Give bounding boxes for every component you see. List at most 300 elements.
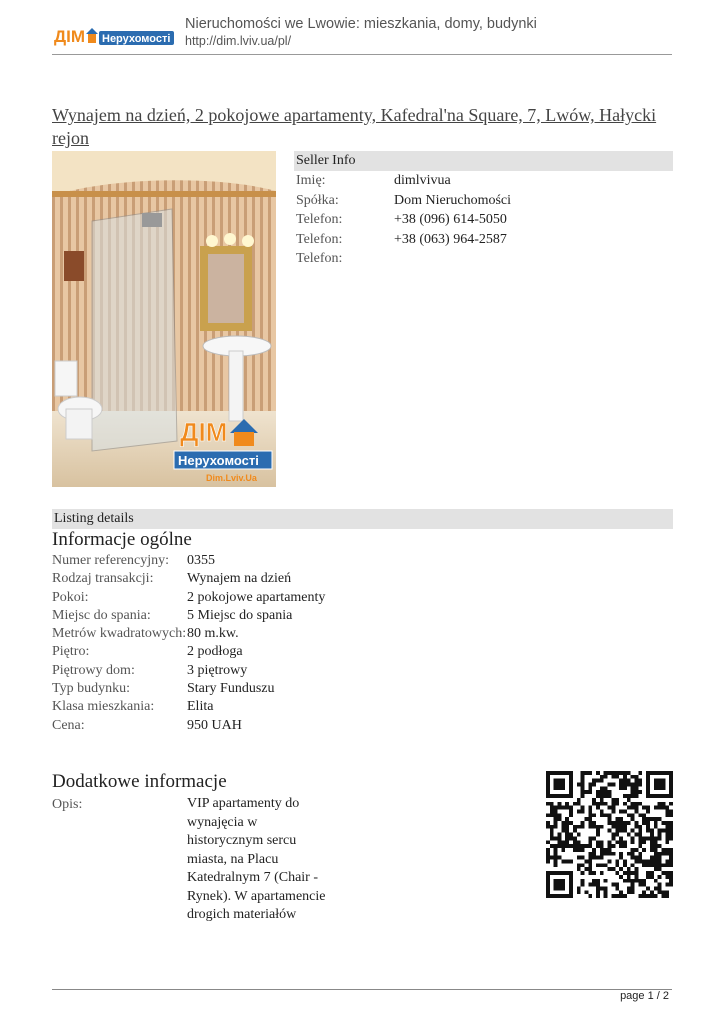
qr-module bbox=[665, 875, 669, 879]
qr-module bbox=[550, 813, 554, 817]
qr-module bbox=[608, 817, 612, 821]
qr-module bbox=[554, 821, 558, 825]
qr-module bbox=[654, 836, 658, 840]
qr-module bbox=[604, 852, 608, 856]
qr-module bbox=[550, 894, 554, 898]
qr-module bbox=[661, 779, 665, 783]
qr-module bbox=[669, 813, 673, 817]
qr-module bbox=[631, 802, 635, 806]
qr-module bbox=[550, 856, 554, 860]
qr-module bbox=[669, 875, 673, 879]
qr-module bbox=[615, 802, 619, 806]
qr-module bbox=[558, 771, 562, 775]
site-url[interactable]: http://dim.lviv.ua/pl/ bbox=[185, 34, 292, 48]
qr-module bbox=[611, 783, 615, 787]
qr-module bbox=[550, 844, 554, 848]
detail-value: 0355 bbox=[187, 553, 215, 568]
qr-module bbox=[573, 836, 577, 840]
qr-module bbox=[569, 771, 573, 775]
qr-module bbox=[588, 783, 592, 787]
qr-module bbox=[592, 883, 596, 887]
qr-module bbox=[669, 783, 673, 787]
qr-module bbox=[665, 836, 669, 840]
qr-module bbox=[592, 821, 596, 825]
qr-module bbox=[608, 867, 612, 871]
qr-module bbox=[631, 817, 635, 821]
qr-module bbox=[658, 844, 662, 848]
qr-module bbox=[638, 813, 642, 817]
qr-module bbox=[635, 860, 639, 864]
site-title: Nieruchomości we Lwowie: mieszkania, domy, budynki bbox=[185, 16, 537, 32]
qr-module bbox=[577, 798, 581, 802]
qr-module bbox=[658, 860, 662, 864]
qr-module bbox=[619, 852, 623, 856]
qr-module bbox=[669, 833, 673, 837]
qr-module bbox=[600, 779, 604, 783]
qr-module bbox=[604, 802, 608, 806]
qr-module bbox=[669, 883, 673, 887]
qr-module bbox=[665, 871, 669, 875]
qr-module bbox=[631, 794, 635, 798]
qr-module bbox=[569, 775, 573, 779]
qr-module bbox=[573, 829, 577, 833]
qr-module bbox=[600, 844, 604, 848]
qr-module bbox=[554, 894, 558, 898]
qr-module bbox=[646, 825, 650, 829]
qr-module bbox=[592, 798, 596, 802]
qr-module bbox=[588, 786, 592, 790]
qr-module bbox=[665, 852, 669, 856]
detail-value: 2 podłoga bbox=[187, 644, 243, 660]
qr-module bbox=[550, 833, 554, 837]
qr-module bbox=[558, 871, 562, 875]
qr-module bbox=[619, 821, 623, 825]
qr-module bbox=[654, 840, 658, 844]
qr-module bbox=[558, 794, 562, 798]
qr-module bbox=[588, 817, 592, 821]
qr-module bbox=[588, 825, 592, 829]
qr-module bbox=[561, 860, 565, 864]
qr-module bbox=[611, 844, 615, 848]
qr-module bbox=[608, 794, 612, 798]
qr-module bbox=[615, 871, 619, 875]
qr-module bbox=[565, 833, 569, 837]
qr-module bbox=[623, 809, 627, 813]
qr-module bbox=[554, 848, 558, 852]
qr-module bbox=[646, 783, 650, 787]
qr-module bbox=[669, 863, 673, 867]
qr-module bbox=[623, 863, 627, 867]
qr-module bbox=[669, 860, 673, 864]
qr-module bbox=[650, 860, 654, 864]
qr-module bbox=[550, 809, 554, 813]
footer-divider bbox=[52, 989, 672, 990]
qr-module bbox=[615, 798, 619, 802]
qr-module bbox=[646, 871, 650, 875]
qr-module bbox=[588, 844, 592, 848]
qr-module bbox=[665, 860, 669, 864]
qr-module bbox=[623, 844, 627, 848]
qr-module bbox=[658, 771, 662, 775]
qr-module bbox=[581, 879, 585, 883]
qr-module bbox=[546, 890, 550, 894]
qr-module bbox=[665, 829, 669, 833]
qr-module bbox=[638, 771, 642, 775]
qr-module bbox=[546, 848, 550, 852]
qr-module bbox=[600, 863, 604, 867]
seller-info bbox=[294, 151, 673, 269]
qr-module bbox=[611, 883, 615, 887]
qr-module bbox=[581, 775, 585, 779]
qr-module bbox=[661, 821, 665, 825]
qr-module bbox=[669, 821, 673, 825]
qr-module bbox=[554, 883, 558, 887]
detail-row bbox=[52, 717, 372, 735]
qr-module bbox=[592, 879, 596, 883]
qr-module bbox=[627, 875, 631, 879]
qr-module bbox=[573, 848, 577, 852]
seller-label: Telefon: bbox=[296, 251, 343, 266]
qr-module bbox=[615, 775, 619, 779]
detail-label: Klasa mieszkania: bbox=[52, 699, 155, 715]
qr-module bbox=[661, 806, 665, 810]
qr-module bbox=[569, 813, 573, 817]
qr-module bbox=[604, 890, 608, 894]
qr-module bbox=[588, 806, 592, 810]
qr-module bbox=[604, 863, 608, 867]
qr-module bbox=[642, 863, 646, 867]
qr-module bbox=[665, 794, 669, 798]
qr-module bbox=[642, 894, 646, 898]
qr-module bbox=[650, 863, 654, 867]
qr-module bbox=[604, 771, 608, 775]
qr-module bbox=[611, 775, 615, 779]
qr-module bbox=[550, 771, 554, 775]
qr-module bbox=[592, 825, 596, 829]
qr-module bbox=[577, 844, 581, 848]
page-header bbox=[52, 14, 672, 54]
detail-row bbox=[52, 552, 372, 570]
qr-module bbox=[669, 779, 673, 783]
qr-module bbox=[669, 809, 673, 813]
qr-module bbox=[619, 771, 623, 775]
qr-module bbox=[569, 794, 573, 798]
qr-module bbox=[669, 802, 673, 806]
qr-module bbox=[600, 813, 604, 817]
qr-module bbox=[669, 871, 673, 875]
qr-module bbox=[631, 886, 635, 890]
qr-module bbox=[619, 779, 623, 783]
qr-module bbox=[658, 779, 662, 783]
qr-module bbox=[658, 794, 662, 798]
qr-module bbox=[619, 809, 623, 813]
qr-module bbox=[577, 809, 581, 813]
qr-module bbox=[577, 856, 581, 860]
qr-module bbox=[623, 802, 627, 806]
qr-module bbox=[611, 867, 615, 871]
qr-module bbox=[650, 833, 654, 837]
qr-module bbox=[600, 856, 604, 860]
qr-module bbox=[654, 844, 658, 848]
qr-module bbox=[569, 860, 573, 864]
qr-module bbox=[615, 863, 619, 867]
qr-module bbox=[604, 775, 608, 779]
qr-module bbox=[546, 852, 550, 856]
qr-module bbox=[661, 894, 665, 898]
qr-module bbox=[554, 856, 558, 860]
qr-module bbox=[584, 867, 588, 871]
qr-module bbox=[561, 794, 565, 798]
qr-module bbox=[565, 794, 569, 798]
qr-module bbox=[646, 779, 650, 783]
seller-row bbox=[294, 171, 673, 191]
qr-module bbox=[638, 783, 642, 787]
qr-module bbox=[635, 790, 639, 794]
qr-module bbox=[661, 890, 665, 894]
qr-module bbox=[558, 836, 562, 840]
qr-module bbox=[577, 886, 581, 890]
qr-module bbox=[596, 879, 600, 883]
qr-module bbox=[631, 883, 635, 887]
qr-module bbox=[661, 871, 665, 875]
qr-module bbox=[561, 786, 565, 790]
qr-module bbox=[581, 856, 585, 860]
seller-company: Dom Nieruchomości bbox=[394, 192, 512, 208]
qr-module bbox=[565, 806, 569, 810]
qr-module bbox=[623, 794, 627, 798]
qr-module bbox=[558, 883, 562, 887]
seller-label: Telefon: bbox=[296, 212, 343, 227]
qr-module bbox=[627, 879, 631, 883]
seller-phone[interactable]: +38 (063) 964-2587 bbox=[394, 231, 507, 247]
qr-module bbox=[631, 856, 635, 860]
qr-module bbox=[550, 806, 554, 810]
qr-module bbox=[654, 786, 658, 790]
qr-module bbox=[592, 783, 596, 787]
qr-module bbox=[658, 802, 662, 806]
qr-module bbox=[558, 833, 562, 837]
qr-module bbox=[650, 836, 654, 840]
qr-module bbox=[558, 802, 562, 806]
detail-value: 80 m.kw. bbox=[187, 626, 239, 642]
qr-module bbox=[592, 836, 596, 840]
qr-module bbox=[623, 825, 627, 829]
qr-module bbox=[658, 836, 662, 840]
additional-info-heading: Dodatkowe informacje bbox=[52, 771, 227, 792]
qr-module bbox=[565, 871, 569, 875]
qr-module bbox=[646, 794, 650, 798]
qr-module bbox=[646, 875, 650, 879]
qr-module bbox=[588, 856, 592, 860]
qr-module bbox=[604, 794, 608, 798]
qr-module bbox=[619, 894, 623, 898]
qr-module bbox=[669, 856, 673, 860]
qr-module bbox=[669, 829, 673, 833]
site-logo[interactable] bbox=[54, 25, 174, 47]
qr-module bbox=[650, 890, 654, 894]
qr-module bbox=[669, 790, 673, 794]
qr-module bbox=[661, 771, 665, 775]
qr-module bbox=[592, 848, 596, 852]
qr-module bbox=[546, 886, 550, 890]
qr-module bbox=[565, 836, 569, 840]
seller-info-heading: Seller Info bbox=[294, 151, 673, 171]
qr-module bbox=[554, 852, 558, 856]
qr-module bbox=[631, 806, 635, 810]
qr-module bbox=[654, 879, 658, 883]
qr-module bbox=[635, 856, 639, 860]
qr-module bbox=[631, 836, 635, 840]
qr-module bbox=[565, 771, 569, 775]
qr-module bbox=[558, 879, 562, 883]
qr-module bbox=[665, 833, 669, 837]
qr-module bbox=[658, 833, 662, 837]
qr-module bbox=[600, 840, 604, 844]
qr-module bbox=[577, 863, 581, 867]
qr-module bbox=[654, 817, 658, 821]
qr-module bbox=[561, 806, 565, 810]
qr-module bbox=[658, 886, 662, 890]
qr-module bbox=[592, 813, 596, 817]
qr-module bbox=[546, 883, 550, 887]
qr-module bbox=[558, 817, 562, 821]
qr-module bbox=[638, 836, 642, 840]
seller-row bbox=[294, 210, 673, 230]
qr-module bbox=[665, 813, 669, 817]
qr-module bbox=[577, 890, 581, 894]
qr-module bbox=[650, 817, 654, 821]
qr-module bbox=[665, 771, 669, 775]
qr-module bbox=[608, 848, 612, 852]
qr-module bbox=[569, 879, 573, 883]
qr-module bbox=[565, 829, 569, 833]
qr-module bbox=[669, 786, 673, 790]
qr-module bbox=[627, 890, 631, 894]
qr-module bbox=[627, 886, 631, 890]
qr-module bbox=[569, 821, 573, 825]
qr-module bbox=[650, 871, 654, 875]
qr-module bbox=[654, 783, 658, 787]
qr-module bbox=[588, 836, 592, 840]
qr-module bbox=[638, 825, 642, 829]
qr-module bbox=[654, 779, 658, 783]
general-info-heading: Informacje ogólne bbox=[52, 529, 192, 550]
qr-module bbox=[646, 809, 650, 813]
detail-label: Metrów kwadratowych: bbox=[52, 626, 187, 642]
qr-module bbox=[638, 879, 642, 883]
qr-module bbox=[577, 783, 581, 787]
qr-module bbox=[642, 879, 646, 883]
qr-module bbox=[546, 775, 550, 779]
detail-value: Stary Funduszu bbox=[187, 681, 275, 697]
qr-module bbox=[561, 783, 565, 787]
qr-module bbox=[554, 879, 558, 883]
qr-module bbox=[635, 794, 639, 798]
listing-title[interactable]: Wynajem na dzień, 2 pokojowe apartamenty, Kafedral'na Square, 7, Lwów, Hałycki rejon bbox=[52, 105, 657, 148]
qr-module bbox=[623, 771, 627, 775]
qr-module bbox=[581, 771, 585, 775]
qr-module bbox=[615, 860, 619, 864]
qr-module bbox=[646, 894, 650, 898]
qr-module bbox=[554, 860, 558, 864]
qr-module bbox=[588, 809, 592, 813]
qr-module bbox=[642, 806, 646, 810]
qr-module bbox=[661, 786, 665, 790]
detail-label: Cena: bbox=[52, 717, 85, 733]
qr-module bbox=[569, 833, 573, 837]
qr-module bbox=[546, 794, 550, 798]
qr-module bbox=[569, 786, 573, 790]
qr-module bbox=[558, 806, 562, 810]
qr-module bbox=[627, 833, 631, 837]
qr-module bbox=[615, 817, 619, 821]
qr-module bbox=[654, 867, 658, 871]
qr-module bbox=[581, 779, 585, 783]
qr-module bbox=[654, 863, 658, 867]
qr-module bbox=[604, 848, 608, 852]
qr-module bbox=[596, 894, 600, 898]
qr-module bbox=[654, 852, 658, 856]
qr-module bbox=[623, 840, 627, 844]
qr-module bbox=[550, 825, 554, 829]
qr-module bbox=[565, 802, 569, 806]
qr-module bbox=[596, 829, 600, 833]
qr-module bbox=[550, 836, 554, 840]
qr-module bbox=[561, 883, 565, 887]
qr-module bbox=[554, 809, 558, 813]
qr-module bbox=[558, 844, 562, 848]
qr-module bbox=[638, 844, 642, 848]
qr-module bbox=[554, 836, 558, 840]
detail-label: Piętro: bbox=[52, 644, 90, 660]
qr-module bbox=[604, 786, 608, 790]
qr-module bbox=[558, 840, 562, 844]
qr-module bbox=[638, 883, 642, 887]
qr-module bbox=[623, 871, 627, 875]
qr-module bbox=[661, 829, 665, 833]
qr-module bbox=[565, 844, 569, 848]
qr-module bbox=[611, 836, 615, 840]
seller-row bbox=[294, 249, 673, 269]
qr-module bbox=[577, 825, 581, 829]
qr-module bbox=[558, 894, 562, 898]
qr-module bbox=[596, 802, 600, 806]
detail-row bbox=[52, 680, 372, 698]
qr-module bbox=[654, 894, 658, 898]
qr-module bbox=[638, 840, 642, 844]
qr-module bbox=[581, 783, 585, 787]
qr-module bbox=[581, 786, 585, 790]
qr-module bbox=[588, 771, 592, 775]
qr-module bbox=[627, 821, 631, 825]
qr-module bbox=[561, 879, 565, 883]
qr-module bbox=[669, 825, 673, 829]
qr-module bbox=[658, 856, 662, 860]
qr-module bbox=[554, 863, 558, 867]
detail-value: 950 UAH bbox=[187, 717, 242, 733]
detail-label: Pokoi: bbox=[52, 589, 89, 605]
description-text: VIP apartamenty do wynajęcia w historycznym sercu miasta, na Placu Katedralnym 7 (Chair - Rynek). W apartamencie drogich materiałów bbox=[187, 796, 326, 922]
qr-module bbox=[638, 802, 642, 806]
qr-module bbox=[596, 833, 600, 837]
qr-module bbox=[615, 771, 619, 775]
qr-module bbox=[546, 871, 550, 875]
seller-phone[interactable]: +38 (096) 614-5050 bbox=[394, 212, 507, 227]
qr-module bbox=[619, 856, 623, 860]
qr-module bbox=[658, 817, 662, 821]
qr-module bbox=[554, 786, 558, 790]
qr-module bbox=[654, 794, 658, 798]
